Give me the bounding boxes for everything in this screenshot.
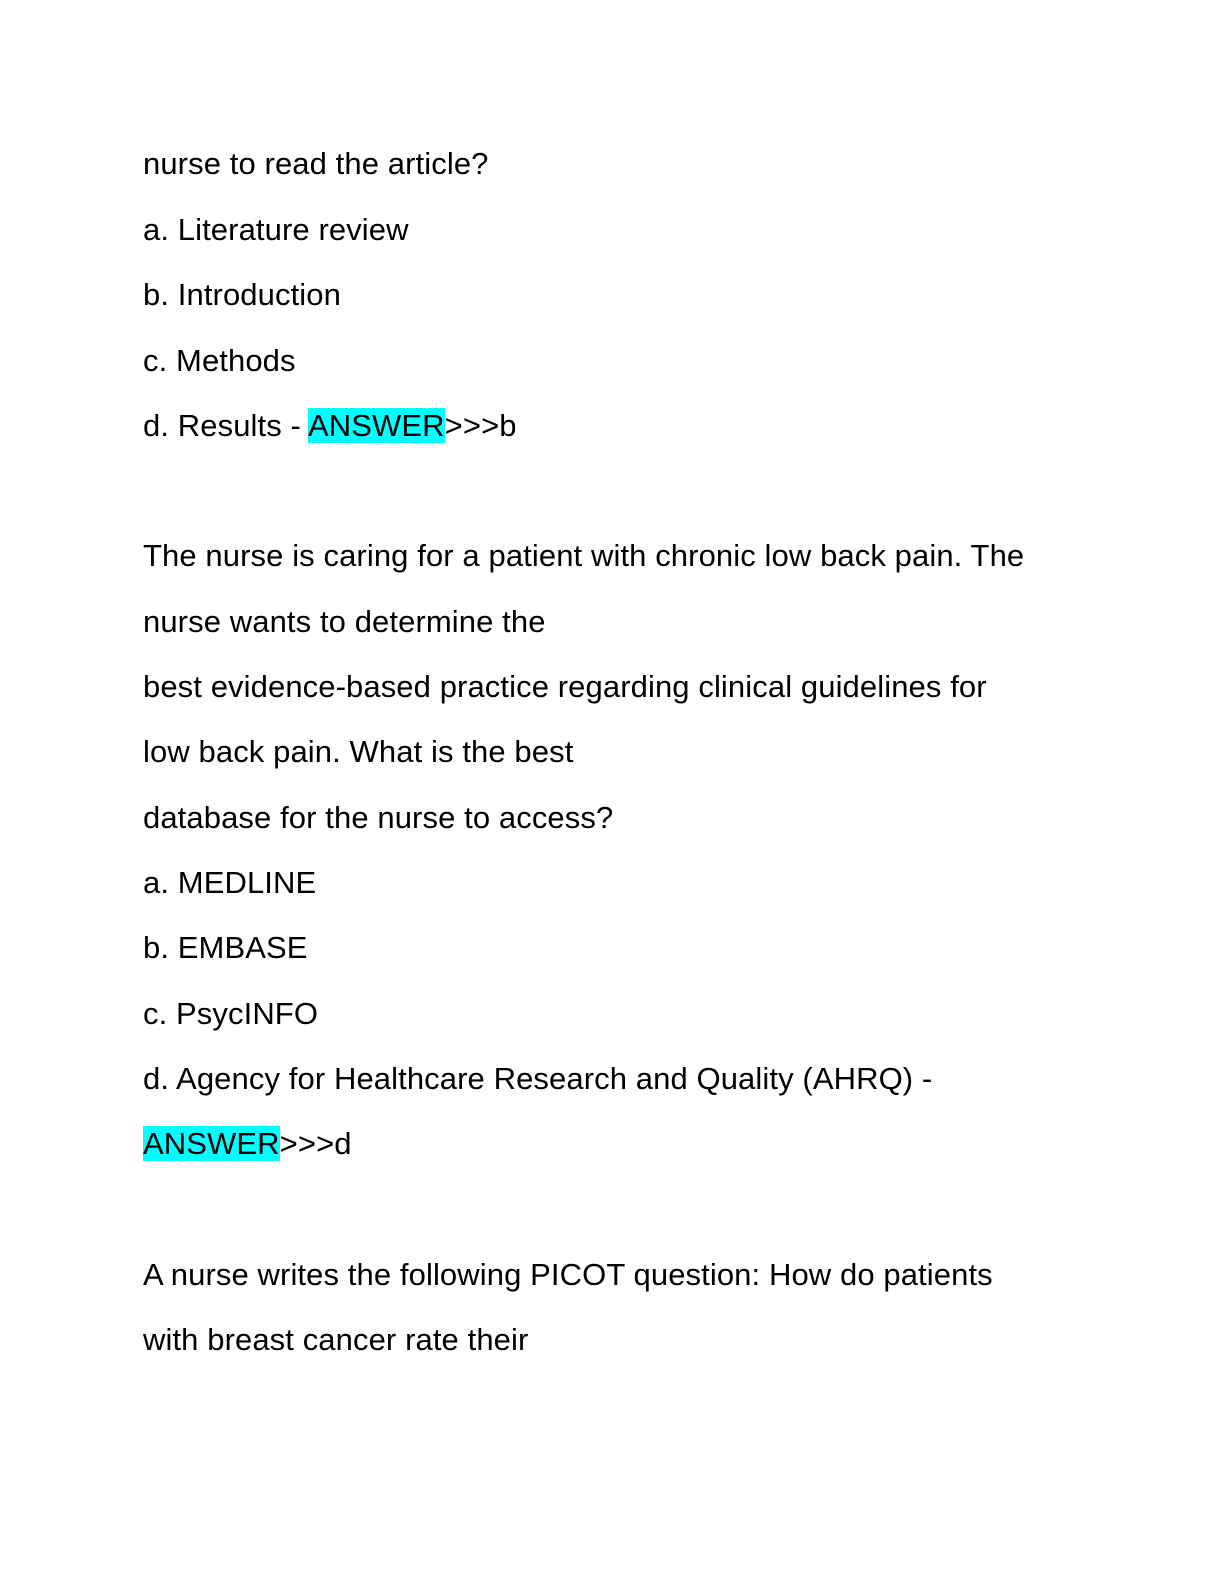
- q3-stem-line-1: A nurse writes the following PICOT question: How do patients: [143, 1257, 993, 1292]
- q2-option-c: c. PsycINFO: [143, 996, 319, 1031]
- q2-option-a: a. MEDLINE: [143, 865, 317, 900]
- q2-answer-line: [143, 1124, 352, 1164]
- q2-stem-line-2: nurse wants to determine the: [143, 604, 546, 639]
- q3-stem-line-2: with breast cancer rate their: [143, 1322, 529, 1357]
- q1-answer-value: >>>b: [444, 408, 517, 443]
- q2-option-b: b. EMBASE: [143, 930, 308, 965]
- q2-stem-line-5: database for the nurse to access?: [143, 800, 614, 835]
- q2-answer-value: >>>d: [279, 1126, 352, 1161]
- q1-option-a: a. Literature review: [143, 212, 409, 247]
- q1-option-d-line: [143, 406, 517, 446]
- q2-option-d: d. Agency for Healthcare Research and Quality (AHRQ) -: [143, 1061, 933, 1096]
- q1-stem-tail: nurse to read the article?: [143, 146, 489, 181]
- q1-option-d: d. Results -: [143, 408, 308, 443]
- q2-stem-line-1: The nurse is caring for a patient with chronic low back pain. The: [143, 538, 1025, 573]
- q1-option-b: b. Introduction: [143, 277, 341, 312]
- q2-stem-line-4: low back pain. What is the best: [143, 734, 574, 769]
- q1-option-c: c. Methods: [143, 343, 296, 378]
- q2-stem-line-3: best evidence-based practice regarding clinical guidelines for: [143, 669, 987, 704]
- q2-answer-highlight: ANSWER: [143, 1126, 280, 1161]
- q1-answer-highlight: ANSWER: [307, 408, 445, 443]
